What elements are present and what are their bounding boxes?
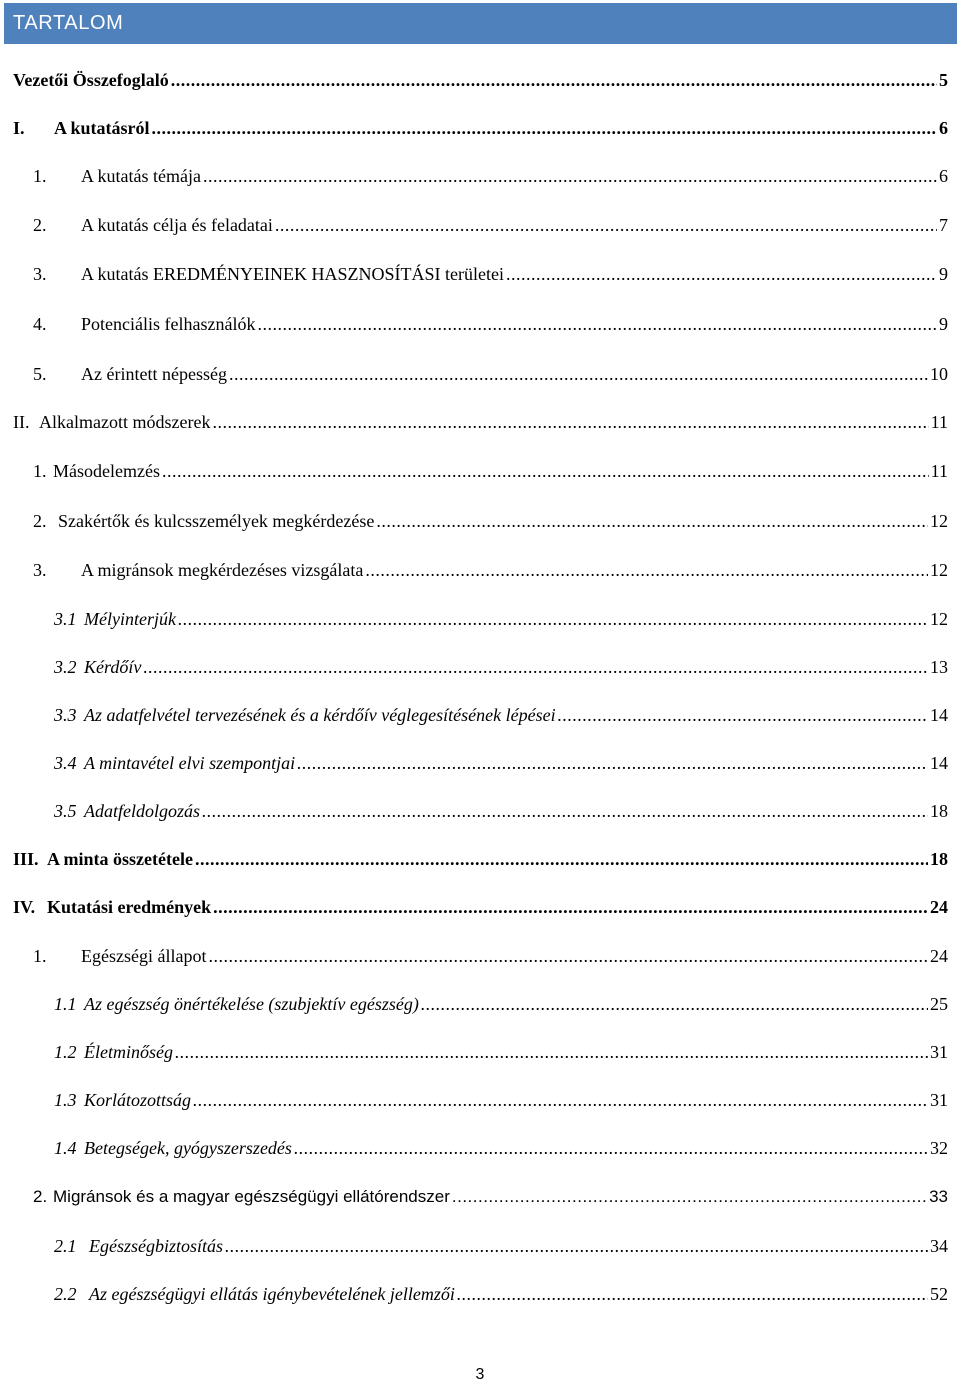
toc-entry-page: 25: [930, 994, 948, 1014]
toc-entry-page: 32: [930, 1138, 948, 1158]
toc-entry-number: 3.3: [54, 705, 77, 725]
toc-entry-number: I.: [13, 118, 25, 138]
toc-entry-page: 13: [930, 657, 948, 677]
toc-entry[interactable]: [54, 1283, 948, 1305]
toc-entry-number: 1.4: [54, 1138, 77, 1158]
toc-entry-number: 1.: [33, 946, 47, 966]
toc-entry[interactable]: [33, 1186, 948, 1208]
toc-entry-page: 5: [939, 70, 948, 90]
toc-entry-number: 1.1: [54, 994, 77, 1014]
toc-entry[interactable]: [13, 848, 948, 870]
toc-entry-title: A mintavétel elvi szempontjai: [84, 753, 296, 773]
toc-entry-number: 3.2: [54, 657, 77, 677]
toc-entry[interactable]: [33, 510, 948, 532]
toc-leader-dots: [193, 1089, 928, 1109]
toc-entry-title: Vezetői Összefoglaló: [13, 70, 169, 90]
toc-entry[interactable]: [33, 363, 948, 385]
toc-entry-title: A kutatás témája: [81, 166, 201, 186]
toc-leader-dots: [294, 1137, 928, 1157]
toc-entry-number: 5.: [33, 364, 47, 384]
toc-entry-title: Az adatfelvétel tervezésének és a kérdőív véglegesítésének lépései: [84, 705, 556, 725]
toc-entry[interactable]: [13, 69, 948, 91]
toc-entry[interactable]: [54, 993, 948, 1015]
toc-entry-page: 24: [930, 946, 948, 966]
toc-entry-number: IV.: [13, 897, 36, 917]
toc-leader-dots: [452, 1186, 927, 1206]
toc-entry-page: 14: [930, 705, 948, 725]
toc-entry[interactable]: [13, 411, 948, 433]
toc-entry-title: Kutatási eredmények: [47, 897, 212, 917]
toc-entry-title: Az érintett népesség: [81, 364, 227, 384]
toc-entry-title: Adatfeldolgozás: [84, 801, 200, 821]
toc-entry-number: 3.5: [54, 801, 77, 821]
toc-entry[interactable]: [33, 214, 948, 236]
toc-entry-page: 24: [930, 897, 948, 917]
toc-entry-page: 6: [939, 166, 948, 186]
toc-entry[interactable]: [54, 1041, 948, 1063]
toc-entry-title: Alkalmazott módszerek: [39, 412, 211, 432]
toc-entry-title: Potenciális felhasználók: [81, 314, 256, 334]
toc-entry-title: A kutatásról: [54, 118, 150, 138]
toc-entry-number: III.: [13, 849, 39, 869]
toc-entry[interactable]: [33, 165, 948, 187]
toc-entry-page: 18: [930, 801, 948, 821]
toc-leader-dots: [203, 165, 937, 185]
toc-leader-dots: [558, 704, 928, 724]
toc-entry-title: Az egészség önértékelése (szubjektív egészség): [84, 994, 419, 1014]
toc-entry[interactable]: [54, 608, 948, 630]
toc-entry[interactable]: [54, 1235, 948, 1257]
toc-leader-dots: [457, 1283, 928, 1303]
toc-entry[interactable]: [33, 313, 948, 335]
toc-leader-dots: [225, 1235, 928, 1255]
toc-leader-dots: [229, 363, 928, 383]
toc-entry-number: 2.: [33, 215, 47, 235]
toc-entry-number: 2.: [33, 511, 47, 531]
toc-entry-page: 12: [930, 511, 948, 531]
toc-entry-page: 7: [939, 215, 948, 235]
toc-entry-number: 3.: [33, 264, 47, 284]
toc-leader-dots: [421, 993, 928, 1013]
toc-entry-number: 2.: [33, 1187, 48, 1206]
toc-entry-page: 11: [930, 412, 948, 432]
toc-leader-dots: [178, 608, 928, 628]
toc-entry-title: Betegségek, gyógyszerszedés: [84, 1138, 292, 1158]
toc-leader-dots: [376, 510, 928, 530]
toc-entry-title: Korlátozottság: [84, 1090, 192, 1110]
toc-entry-title: Mélyinterjúk: [84, 609, 176, 629]
toc-entry[interactable]: [54, 656, 948, 678]
toc-entry-number: 3.: [33, 560, 47, 580]
toc-entry[interactable]: [13, 896, 948, 918]
toc-leader-dots: [297, 752, 928, 772]
toc-entry-title: A kutatás EREDMÉNYEINEK HASZNOSÍTÁSI területei: [81, 264, 504, 284]
toc-entry-title: Egészségi állapot: [81, 946, 207, 966]
toc-entry-page: 31: [930, 1042, 948, 1062]
toc-entry[interactable]: [54, 752, 948, 774]
toc-entry-page: 9: [939, 314, 948, 334]
toc-entry-page: 14: [930, 753, 948, 773]
toc-entry-page: 6: [939, 118, 948, 138]
toc-entry-number: II.: [13, 412, 30, 432]
toc-entry-page: 18: [930, 849, 948, 869]
toc-entry-page: 34: [930, 1236, 948, 1256]
toc-entry-page: 31: [930, 1090, 948, 1110]
toc-entry[interactable]: [54, 704, 948, 726]
toc-entry-title: Az egészségügyi ellátás igénybevételének jellemzői: [89, 1284, 455, 1304]
toc-entry[interactable]: [33, 263, 948, 285]
toc-entry[interactable]: [54, 1089, 948, 1111]
toc-leader-dots: [143, 656, 928, 676]
toc-entry-page: 12: [930, 560, 948, 580]
toc-entry-number: 2.2: [54, 1284, 77, 1304]
toc-leader-dots: [202, 800, 928, 820]
toc-entry-title: A migránsok megkérdezéses vizsgálata: [81, 560, 364, 580]
toc-entry-number: 4.: [33, 314, 47, 334]
toc-entry-number: 3.1: [54, 609, 77, 629]
toc-entry-number: 1.3: [54, 1090, 77, 1110]
toc-entry-page: 9: [939, 264, 948, 284]
toc-entry-title: A kutatás célja és feladatai: [81, 215, 273, 235]
toc-title: TARTALOM: [13, 12, 124, 34]
toc-entry-number: 1.: [33, 166, 47, 186]
toc-entry[interactable]: [54, 800, 948, 822]
toc-entry-page: 33: [929, 1187, 948, 1206]
toc-leader-dots: [171, 69, 937, 89]
toc-entry-title: Szakértők és kulcsszemélyek megkérdezése: [58, 511, 375, 531]
toc-entry-number: 3.4: [54, 753, 77, 773]
toc-entry-page: 11: [930, 461, 948, 481]
toc-entry-title: Másodelemzés: [53, 461, 160, 481]
toc-leader-dots: [506, 263, 937, 283]
toc-entry-page: 52: [930, 1284, 948, 1304]
toc-entry[interactable]: [33, 460, 948, 482]
toc-header-bar: [4, 3, 957, 44]
toc-leader-dots: [208, 945, 928, 965]
toc-entry-title: Életminőség: [84, 1042, 173, 1062]
toc-entry[interactable]: [33, 559, 948, 581]
toc-leader-dots: [213, 896, 928, 916]
toc-leader-dots: [212, 411, 928, 431]
toc-leader-dots: [152, 117, 937, 137]
toc-leader-dots: [365, 559, 928, 579]
toc-entry[interactable]: [54, 1137, 948, 1159]
toc-entry[interactable]: [33, 945, 948, 967]
toc-leader-dots: [257, 313, 937, 333]
toc-entry-number: 2.1: [54, 1236, 77, 1256]
toc-entry-page: 12: [930, 609, 948, 629]
toc-leader-dots: [275, 214, 937, 234]
toc-entry-title: Migránsok és a magyar egészségügyi ellátórendszer: [53, 1187, 450, 1206]
toc-entry-page: 10: [930, 364, 948, 384]
toc-entry[interactable]: [13, 117, 948, 139]
toc-leader-dots: [175, 1041, 928, 1061]
toc-entry-title: Egészségbiztosítás: [89, 1236, 224, 1256]
toc-entry-number: 1.: [33, 461, 47, 481]
toc-entry-number: 1.2: [54, 1042, 77, 1062]
page-number: 3: [475, 1366, 485, 1383]
toc-entry-title: Kérdőív: [84, 657, 142, 677]
toc-entry-title: A minta összetétele: [47, 849, 193, 869]
toc-leader-dots: [162, 460, 929, 480]
toc-leader-dots: [195, 848, 928, 868]
